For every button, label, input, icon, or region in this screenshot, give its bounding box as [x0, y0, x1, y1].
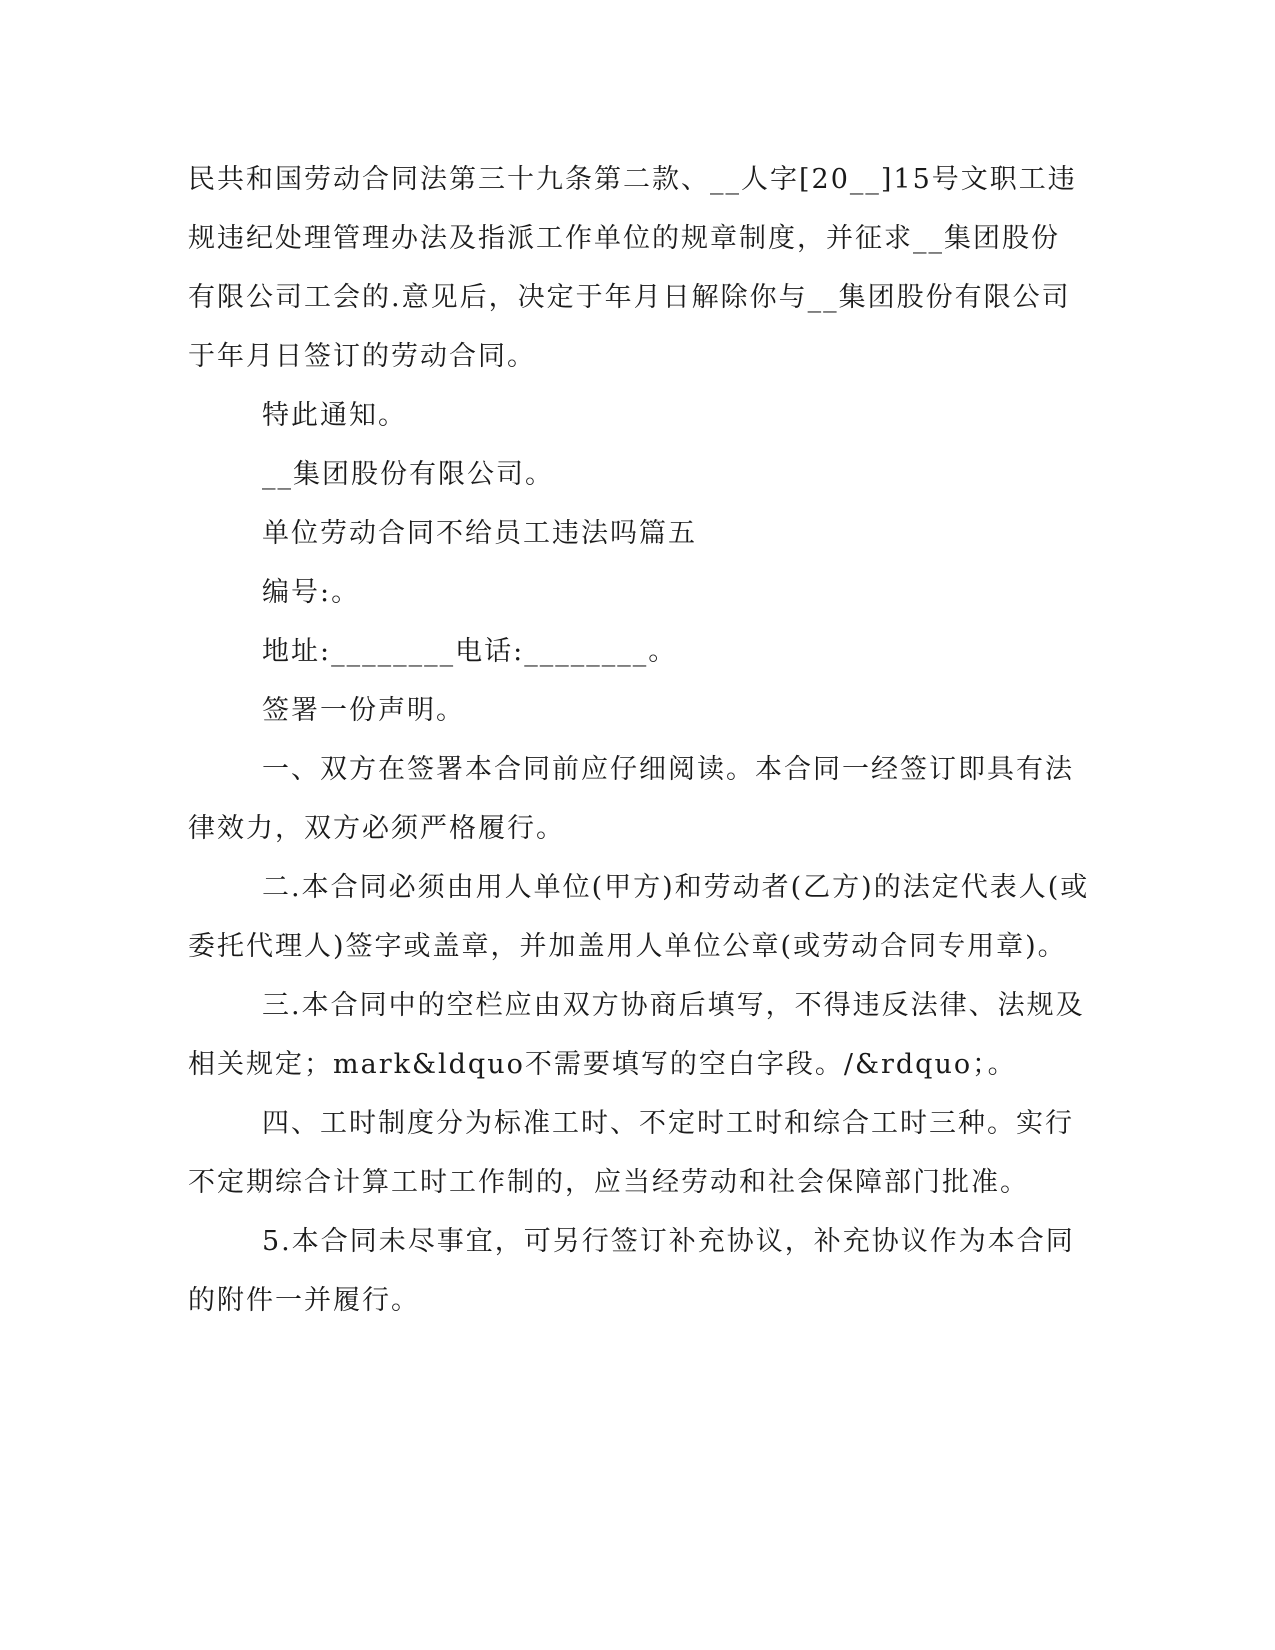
notice-closing: 特此通知。 [262, 400, 407, 431]
clause-2-line: 二.本合同必须由用人单位(甲方)和劳动者(乙方)的法定代表人(或 [262, 872, 1090, 903]
paragraph-line: 于年月日签订的劳动合同。 [188, 341, 536, 372]
paragraph-line: 民共和国劳动合同法第三十九条第二款、__人字[20__]15号文职工违 [188, 164, 1077, 195]
clause-4-line: 四、工时制度分为标准工时、不定时工时和综合工时三种。实行 [262, 1108, 1074, 1139]
clause-5-line: 5.本合同未尽事宜，可另行签订补充协议，补充协议作为本合同 [262, 1226, 1075, 1257]
section-title: 单位劳动合同不给员工违法吗篇五 [262, 518, 697, 549]
company-signature: __集团股份有限公司。 [262, 459, 554, 490]
clause-4-line: 不定期综合计算工时工作制的，应当经劳动和社会保障部门批准。 [188, 1167, 1029, 1198]
serial-number-field: 编号:。 [262, 577, 361, 608]
clause-1-line: 律效力，双方必须严格履行。 [188, 813, 565, 844]
paragraph-line: 有限公司工会的.意见后，决定于年月日解除你与__集团股份有限公司 [188, 282, 1071, 313]
clause-1-line: 一、双方在签署本合同前应仔细阅读。本合同一经签订即具有法 [262, 754, 1074, 785]
clause-5-line: 的附件一并履行。 [188, 1285, 420, 1316]
declaration-heading: 签署一份声明。 [262, 695, 465, 726]
clause-2-line: 委托代理人)签字或盖章，并加盖用人单位公章(或劳动合同专用章)。 [188, 931, 1067, 962]
clause-3-line: 三.本合同中的空栏应由双方协商后填写，不得违反法律、法规及 [262, 990, 1085, 1021]
address-phone-field: 地址:________电话:________。 [262, 636, 678, 667]
paragraph-line: 规违纪处理管理办法及指派工作单位的规章制度，并征求__集团股份 [188, 223, 1060, 254]
clause-3-line: 相关规定；mark&ldquo不需要填写的空白字段。/&rdquo；。 [188, 1049, 1017, 1080]
